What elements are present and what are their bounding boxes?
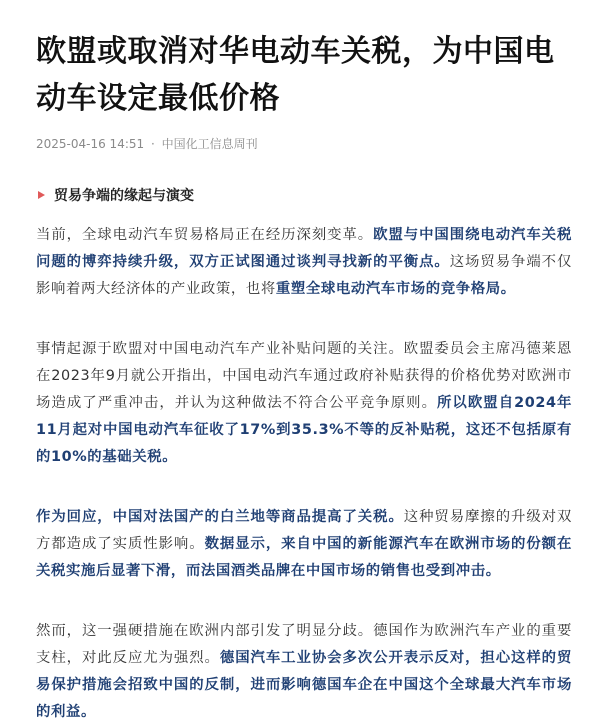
- body-text: 事情起源于欧盟对中国电动汽车产业补贴问题的关注。欧盟委员会主席冯德莱恩在2023年9月就公开指出，中国电动汽车通过政府补贴获得的价格优势对欧洲市场造成了严重冲击，并认为这种做法不符合公平竞争原则。: [36, 341, 572, 411]
- publish-date: 2025-04-16 14:51: [36, 137, 145, 151]
- highlighted-text: 重塑全球电动汽车市场的竞争格局。: [275, 281, 516, 297]
- paragraph-2: [36, 336, 572, 471]
- meta-separator: ·: [150, 137, 155, 151]
- paragraph-4: [36, 618, 572, 726]
- paragraph-1: [36, 222, 572, 303]
- section-heading-text: 贸易争端的缘起与演变: [54, 188, 194, 204]
- highlighted-text: 作为回应，中国对法国产的白兰地等商品提高了关税。: [36, 509, 404, 525]
- article-meta: [36, 135, 572, 153]
- highlighted-text: 所以欧盟自2024年11月起对中国电动汽车征收了17%到35.3%不等的反补贴税，这还不包括原有的10%的基础关税。: [36, 395, 572, 465]
- highlighted-text: 欧盟与中国围绕电动汽车关税问题的博弈持续升级，双方正试图通过谈判寻找新的平衡点。: [36, 227, 572, 270]
- article-source: 中国化工信息周刊: [161, 137, 258, 151]
- triangle-marker-icon: [38, 191, 45, 199]
- body-text: 然而，这一强硬措施在欧洲内部引发了明显分歧。德国作为欧洲汽车产业的重要支柱，对此反应尤为强烈。: [36, 623, 572, 666]
- body-text: 当前，全球电动汽车贸易格局正在经历深刻变革。: [36, 227, 374, 243]
- section-heading: [36, 183, 572, 207]
- body-text: 这场贸易争端不仅影响着两大经济体的产业政策，也将: [36, 254, 572, 297]
- paragraph-3: [36, 504, 572, 585]
- body-text: 这种贸易摩擦的升级对双方都造成了实质性影响。: [36, 509, 572, 552]
- highlighted-text: 数据显示，来自中国的新能源汽车在欧洲市场的份额在关税实施后显著下滑，而法国酒类品牌在中国市场的销售也受到冲击。: [36, 536, 572, 579]
- article-title: 欧盟或取消对华电动车关税，为中国电动车设定最低价格: [36, 34, 555, 116]
- highlighted-text: 德国汽车工业协会多次公开表示反对，担心这样的贸易保护措施会招致中国的反制，进而影响德国车企在中国这个全球最大汽车市场的利益。: [36, 650, 572, 720]
